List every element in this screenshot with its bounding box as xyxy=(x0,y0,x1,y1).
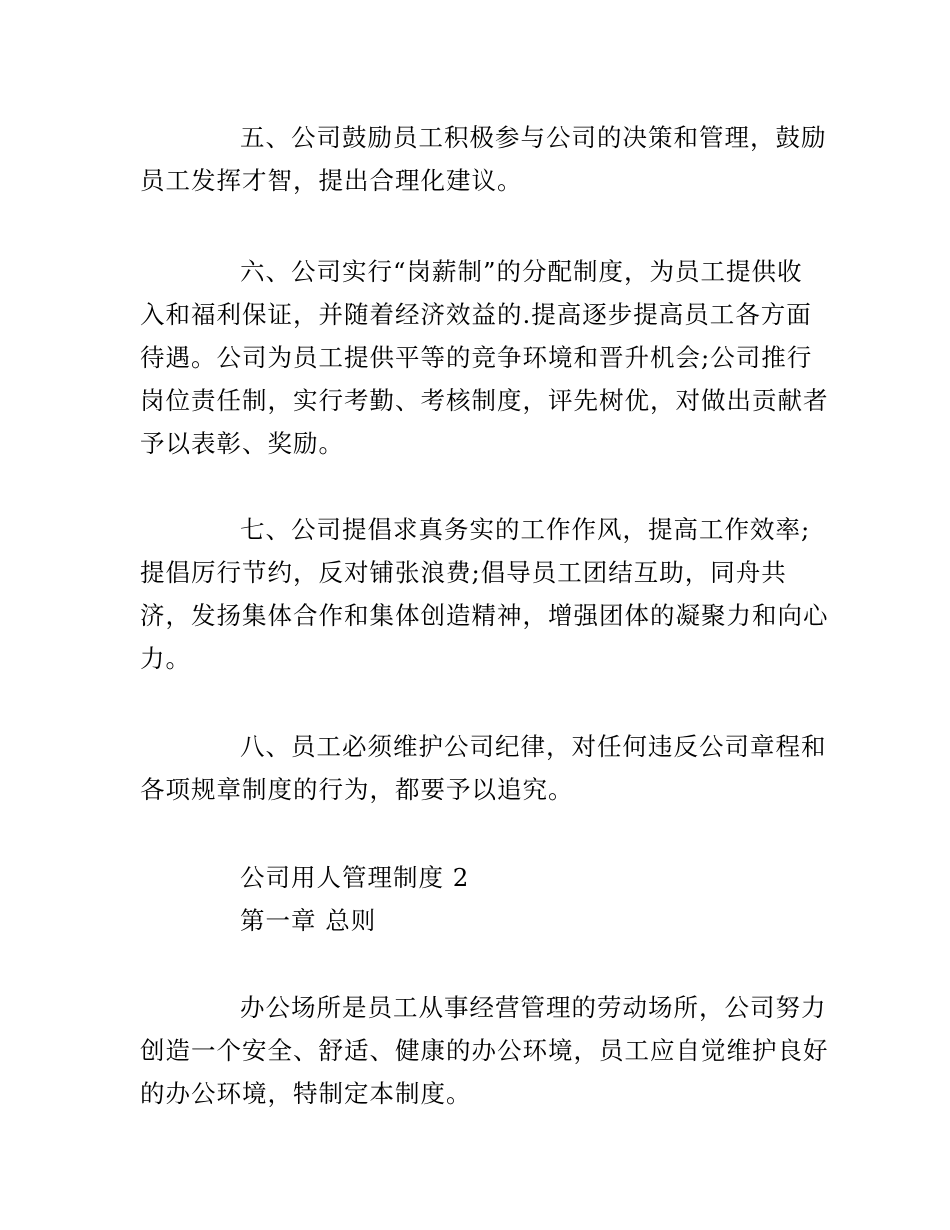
intro-paragraph xyxy=(140,986,829,1115)
text-line: 入和福利保证，并随着经济效益的.提高逐步提高员工各方面 xyxy=(140,300,812,329)
document-title: 公司用人管理制度 2 xyxy=(240,863,470,892)
paragraph-item-6 xyxy=(140,250,829,465)
text-line: 创造一个安全、舒适、健康的办公环境，员工应自觉维护良好 xyxy=(140,1036,829,1065)
text-line: 七、公司提倡求真务实的工作作风，提高工作效率; xyxy=(240,515,811,544)
text-line: 济，发扬集体合作和集体创造精神，增强团体的凝聚力和向心 xyxy=(140,601,829,630)
paragraph-item-5 xyxy=(140,116,827,202)
text-line: 待遇。公司为员工提供平等的竞争环境和晋升机会;公司推行 xyxy=(140,343,813,372)
paragraph-item-7 xyxy=(140,508,829,680)
text-line: 各项规章制度的行为，都要予以追究。 xyxy=(140,775,574,804)
text-line: 员工发挥才智，提出合理化建议。 xyxy=(140,166,523,195)
text-line: 岗位责任制，实行考勤、考核制度，评先树优，对做出贡献者 xyxy=(140,386,829,415)
text-line: 力。 xyxy=(140,644,191,673)
text-line: 六、公司实行“岗薪制”的分配制度，为员工提供收 xyxy=(240,257,803,286)
text-line: 八、员工必须维护公司纪律，对任何违反公司章程和 xyxy=(240,732,827,761)
text-line: 的办公环境，特制定本制度。 xyxy=(140,1079,472,1108)
text-line: 办公场所是员工从事经营管理的劳动场所，公司努力 xyxy=(240,993,827,1022)
text-line: 予以表彰、奖励。 xyxy=(140,429,344,458)
text-line: 五、公司鼓励员工积极参与公司的决策和管理，鼓励 xyxy=(240,123,827,152)
text-line: 提倡厉行节约，反对铺张浪费;倡导员工团结互助，同舟共 xyxy=(140,558,787,587)
paragraph-item-8 xyxy=(140,725,827,811)
chapter-heading: 第一章 总则 xyxy=(240,906,377,935)
